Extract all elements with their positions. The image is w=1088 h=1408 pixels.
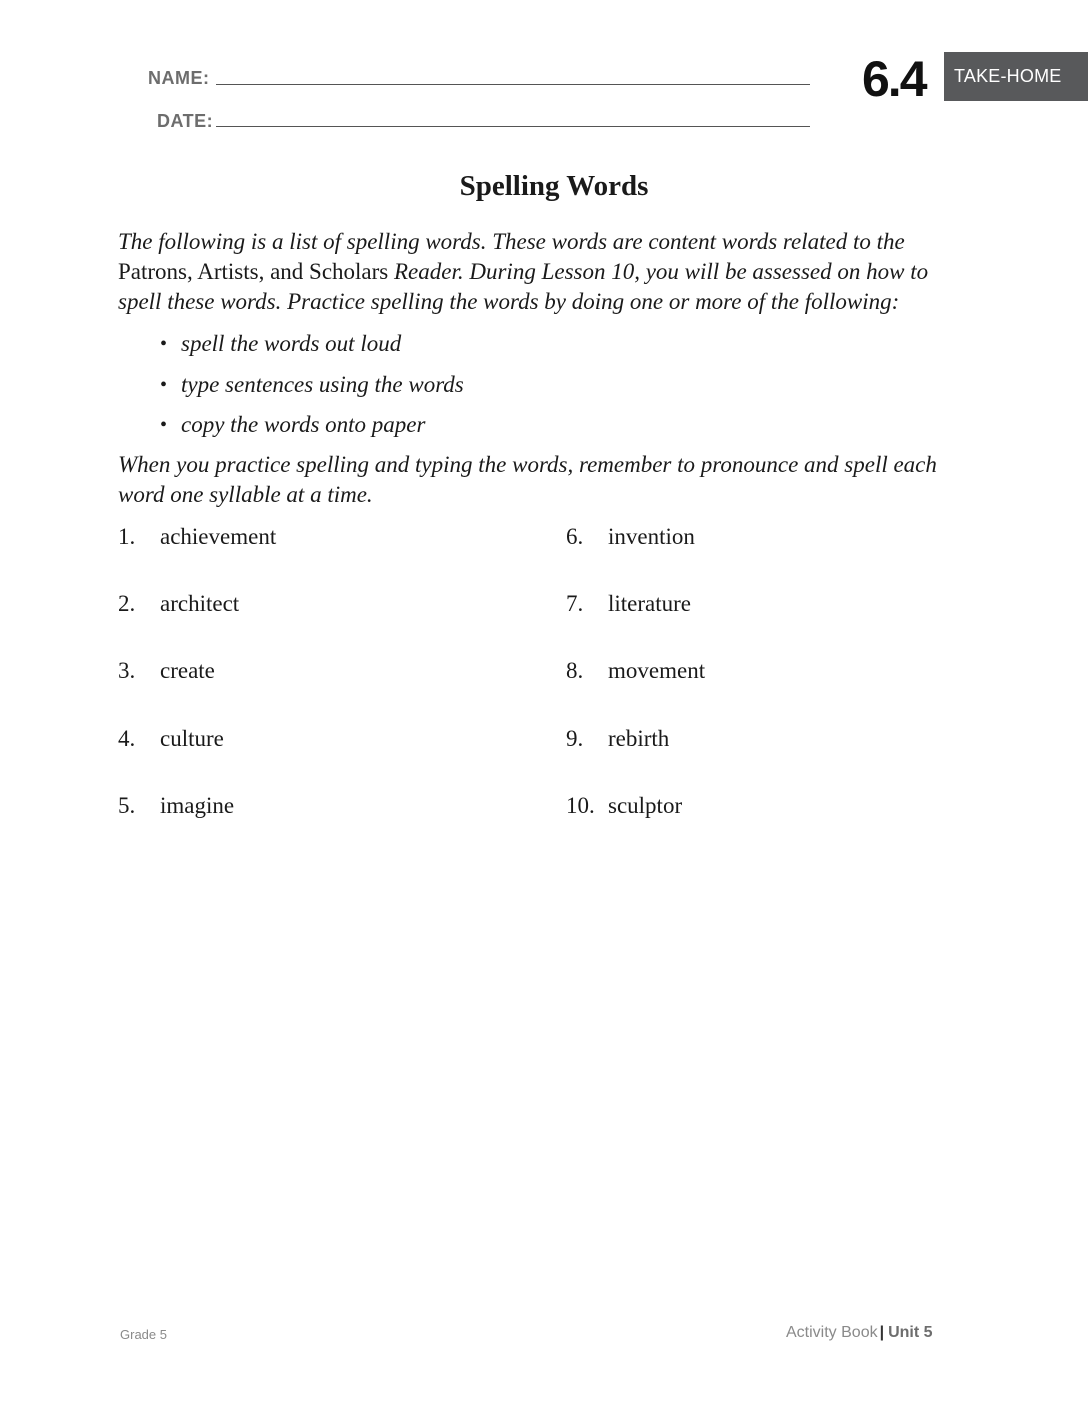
tip-item: • type sentences using the words — [160, 370, 464, 411]
word-number: 1. — [118, 524, 136, 549]
date-label: DATE: — [157, 111, 214, 131]
word-text: invention — [608, 524, 695, 549]
word-text: imagine — [160, 793, 235, 818]
word-text: architect — [160, 591, 240, 616]
word-number: 7. — [566, 591, 584, 616]
activity-number: 6.4 — [862, 51, 926, 107]
word-number: 8. — [566, 658, 584, 683]
tip-item: • copy the words onto paper — [160, 410, 464, 451]
word-number: 6. — [566, 524, 584, 549]
word-text: achievement — [160, 524, 277, 549]
word-number: 9. — [566, 726, 584, 751]
word-text: literature — [608, 591, 692, 616]
reader-title: Patrons, Artists, and Scholars — [118, 259, 389, 284]
intro-paragraph — [118, 227, 968, 317]
footer-book — [786, 1324, 933, 1342]
footer-grade: Grade 5 — [120, 1327, 167, 1342]
practice-tips-list — [160, 329, 464, 451]
footer-book-title: Activity Book — [786, 1324, 878, 1341]
tip-item: • spell the words out loud — [160, 329, 464, 370]
name-label: NAME: — [148, 68, 210, 88]
word-text: sculptor — [608, 793, 683, 818]
word-text: rebirth — [608, 726, 670, 751]
footer-unit: Unit 5 — [888, 1324, 933, 1341]
outro-paragraph: When you practice spelling and typing the words, remember to pronounce and spell each word one syllable at a time. — [118, 452, 937, 507]
word-number: 4. — [118, 726, 136, 751]
word-number: 5. — [118, 793, 136, 818]
word-number: 10. — [566, 793, 595, 818]
word-number: 2. — [118, 591, 136, 616]
take-home-badge: TAKE-HOME — [944, 52, 1088, 101]
word-text: movement — [608, 658, 706, 683]
name-line[interactable] — [216, 84, 810, 85]
word-number: 3. — [118, 658, 136, 683]
word-text: culture — [160, 726, 224, 751]
date-line[interactable] — [216, 126, 810, 127]
word-text: create — [160, 658, 215, 683]
intro-text-2: Reader. During Lesson 10, you will be assessed on how to spell these words. Practice spelling the words by doing one or more of the following: — [118, 259, 929, 314]
intro-text-1: The following is a list of spelling words. These words are content words related to the — [118, 229, 905, 254]
page-title: Spelling Words — [459, 170, 649, 202]
footer-separator: | — [879, 1324, 885, 1341]
